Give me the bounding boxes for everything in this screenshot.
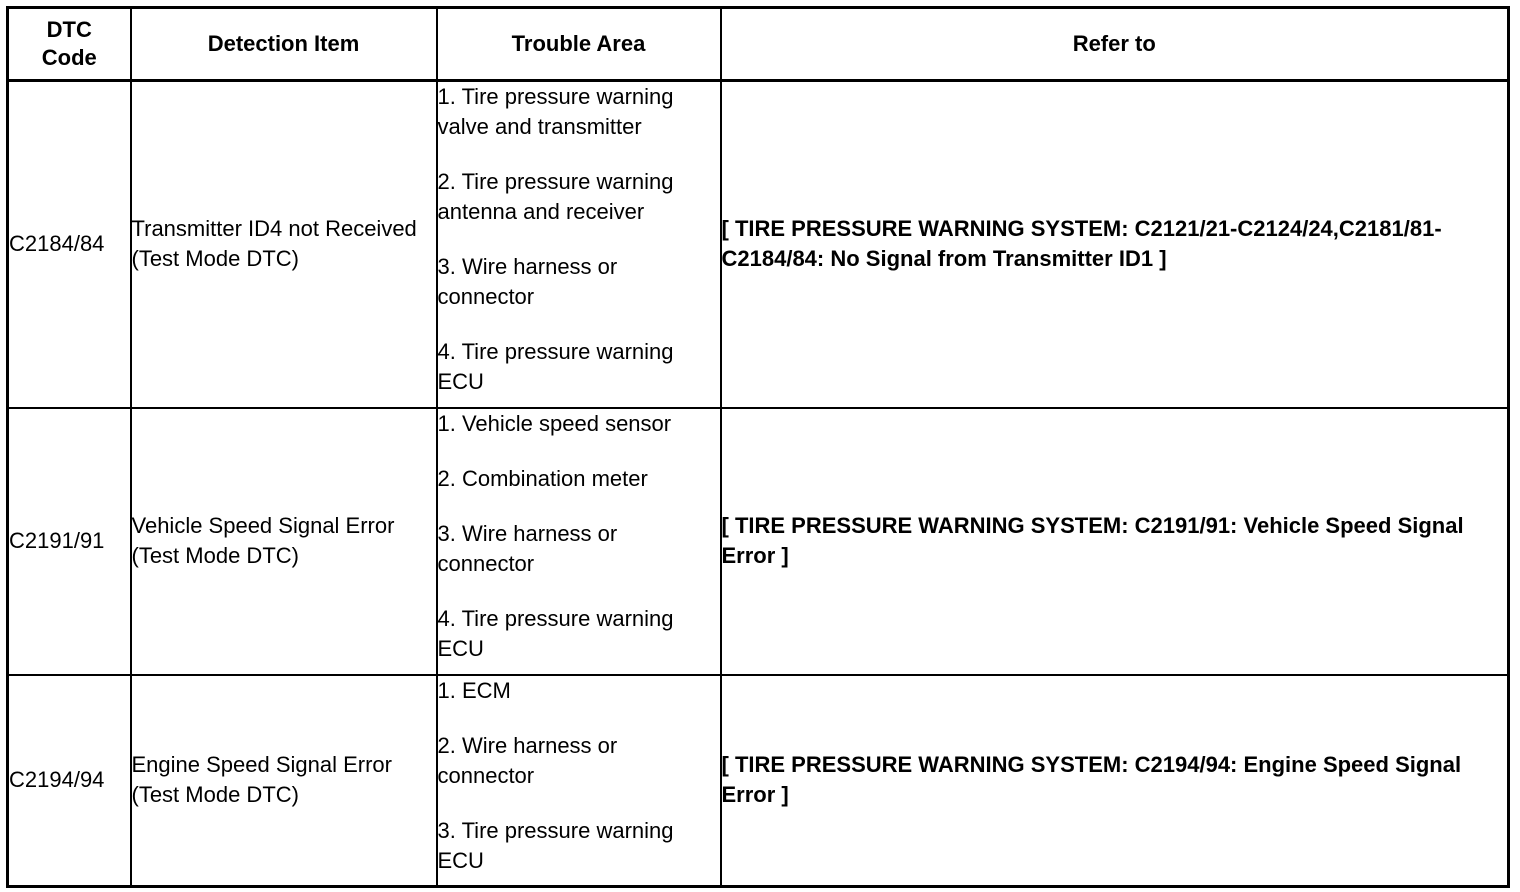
- table-row: [8, 81, 1509, 408]
- header-detection-item: Detection Item: [131, 8, 437, 81]
- trouble-area-item: 4. Tire pressure warning ECU: [437, 605, 674, 661]
- detection-item-cell: Transmitter ID4 not Received (Test Mode DTC): [131, 81, 437, 408]
- trouble-area-cell: [437, 675, 721, 887]
- trouble-area-item: 1. Tire pressure warning valve and transmitter: [437, 84, 674, 139]
- trouble-area-item: 2. Combination meter: [437, 465, 648, 491]
- detection-item-cell: Vehicle Speed Signal Error (Test Mode DTC): [131, 408, 437, 675]
- header-trouble-area: Trouble Area: [437, 8, 721, 81]
- header-dtc-code: [8, 8, 131, 81]
- refer-to-link[interactable]: [ TIRE PRESSURE WARNING SYSTEM: C2194/94: Engine Speed Signal Error ]: [721, 675, 1509, 887]
- trouble-area-cell: [437, 81, 721, 408]
- refer-to-link[interactable]: [ TIRE PRESSURE WARNING SYSTEM: C2191/91: Vehicle Speed Signal Error ]: [721, 408, 1509, 675]
- table-header-row: [8, 8, 1509, 81]
- dtc-code-cell: C2184/84: [8, 81, 131, 408]
- trouble-area-item: 2. Wire harness or connector: [437, 732, 618, 788]
- trouble-area-cell: [437, 408, 721, 675]
- dtc-code-cell: C2194/94: [8, 675, 131, 887]
- refer-to-link[interactable]: [ TIRE PRESSURE WARNING SYSTEM: C2121/21-C2124/24,C2181/81-C2184/84: No Signal from Transmitter ID1 ]: [721, 81, 1509, 408]
- header-dtc-code-line1: DTC: [46, 17, 92, 42]
- trouble-area-item: 2. Tire pressure warning antenna and receiver: [437, 169, 674, 224]
- trouble-area-item: 1. Vehicle speed sensor: [437, 410, 672, 436]
- detection-item-cell: Engine Speed Signal Error (Test Mode DTC): [131, 675, 437, 887]
- header-refer-to: Refer to: [721, 8, 1509, 81]
- table-row: [8, 408, 1509, 675]
- trouble-area-item: 3. Wire harness or connector: [437, 520, 618, 576]
- trouble-area-item: 4. Tire pressure warning ECU: [437, 339, 674, 394]
- trouble-area-item: 3. Tire pressure warning ECU: [437, 817, 674, 873]
- header-dtc-code-line2: Code: [41, 45, 97, 70]
- trouble-area-item: 3. Wire harness or connector: [437, 254, 618, 309]
- dtc-code-cell: C2191/91: [8, 408, 131, 675]
- dtc-table: [6, 6, 1510, 888]
- trouble-area-item: 1. ECM: [437, 677, 511, 703]
- table-row: [8, 675, 1509, 887]
